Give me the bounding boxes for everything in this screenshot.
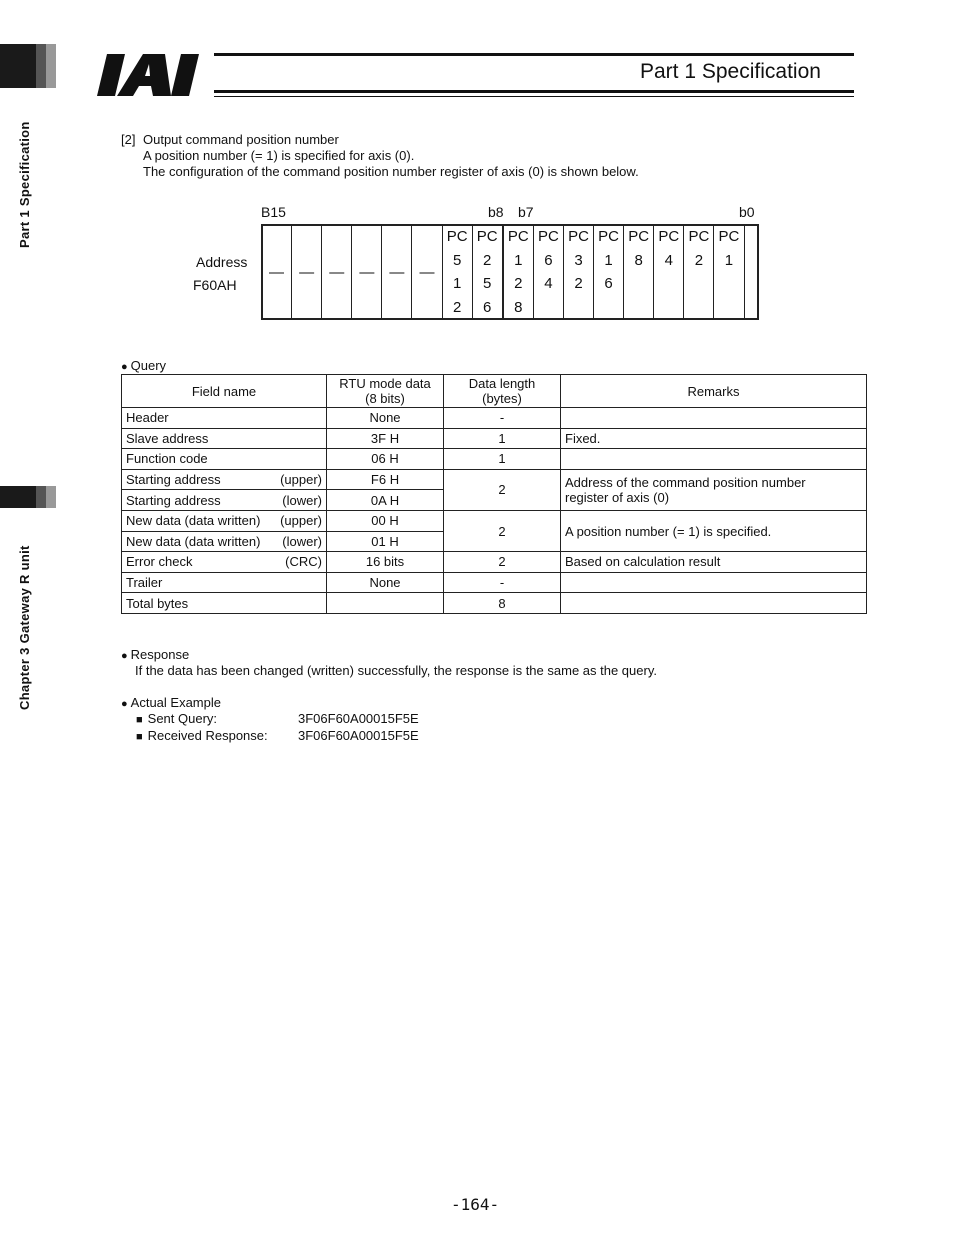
cell-length: - bbox=[444, 408, 561, 429]
table-row bbox=[122, 552, 867, 573]
bit-label-b7: b7 bbox=[518, 204, 534, 220]
bullet-icon: ● bbox=[121, 361, 128, 373]
bullet-icon: ● bbox=[121, 698, 128, 710]
cell-field: Header bbox=[122, 408, 327, 429]
register-bit-14: — bbox=[292, 225, 322, 320]
cell-rtu: None bbox=[327, 408, 444, 429]
query-table bbox=[121, 374, 867, 614]
cell-rtu: None bbox=[327, 572, 444, 593]
section-heading: Output command position number bbox=[143, 132, 339, 147]
cell-field: Trailer bbox=[122, 572, 327, 593]
cell-field: Starting address (upper) bbox=[122, 469, 327, 490]
register-bit-0: PC 1 bbox=[714, 225, 744, 320]
register-bit-8: PC 2 5 6 bbox=[472, 225, 503, 320]
table-row bbox=[122, 593, 867, 614]
col-header-length: Data length (bytes) bbox=[444, 375, 561, 408]
bit-label-b8: b8 bbox=[488, 204, 504, 220]
section-heading-number: [2] bbox=[121, 132, 136, 147]
cell-remarks: A position number (= 1) is specified. bbox=[561, 510, 867, 551]
cell-rtu bbox=[327, 593, 444, 614]
side-tab-chapter-shade bbox=[36, 486, 46, 508]
section-line-1: A position number (= 1) is specified for axis (0). bbox=[143, 148, 415, 163]
page-title: Part 1 Specification bbox=[640, 60, 821, 83]
side-tab-chapter-marker bbox=[0, 486, 36, 508]
cell-rtu: 0A H bbox=[327, 490, 444, 511]
register-bit-15: — bbox=[262, 225, 292, 320]
cell-length: 2 bbox=[444, 469, 561, 510]
cell-field: Slave address bbox=[122, 428, 327, 449]
square-bullet-icon: ■ bbox=[136, 731, 143, 743]
register-diagram bbox=[261, 224, 745, 320]
sent-query-value: 3F06F60A00015F5E bbox=[298, 711, 419, 726]
header-rule-top bbox=[214, 53, 854, 56]
received-response-value: 3F06F60A00015F5E bbox=[298, 728, 419, 743]
cell-rtu: F6 H bbox=[327, 469, 444, 490]
cell-remarks bbox=[561, 572, 867, 593]
cell-field: Function code bbox=[122, 449, 327, 470]
register-bit-1: PC 2 bbox=[684, 225, 714, 320]
table-row bbox=[122, 469, 867, 490]
cell-field: Starting address (lower) bbox=[122, 490, 327, 511]
example-label: ● Actual Example bbox=[121, 695, 221, 710]
header-rule-thin bbox=[214, 96, 854, 97]
register-bit-10: — bbox=[412, 225, 442, 320]
side-tab-part-shade-light bbox=[46, 44, 56, 88]
response-label: ● Response bbox=[121, 647, 190, 662]
address-value: F60AH bbox=[193, 277, 237, 293]
cell-rtu: 3F H bbox=[327, 428, 444, 449]
col-header-rtu: RTU mode data (8 bits) bbox=[327, 375, 444, 408]
register-bit-4: PC 1 6 bbox=[594, 225, 624, 320]
col-header-remarks: Remarks bbox=[561, 375, 867, 408]
cell-remarks: Address of the command position number register of axis (0) bbox=[561, 469, 867, 510]
address-label: Address bbox=[196, 254, 248, 270]
register-bit-7: PC 1 2 8 bbox=[503, 225, 534, 320]
register-bit-2: PC 4 bbox=[654, 225, 684, 320]
cell-field: New data (data written) (lower) bbox=[122, 531, 327, 552]
cell-rtu: 01 H bbox=[327, 531, 444, 552]
side-tab-part-marker bbox=[0, 44, 36, 88]
register-bit-3: PC 8 bbox=[624, 225, 654, 320]
bullet-icon: ● bbox=[121, 650, 128, 662]
cell-remarks: Fixed. bbox=[561, 428, 867, 449]
cell-rtu: 00 H bbox=[327, 510, 444, 531]
cell-length: 1 bbox=[444, 449, 561, 470]
table-row bbox=[122, 572, 867, 593]
cell-remarks bbox=[561, 593, 867, 614]
side-tab-part-label: Part 1 Specification bbox=[17, 121, 32, 248]
response-text: If the data has been changed (written) successfully, the response is the same as the query. bbox=[135, 663, 657, 678]
cell-rtu: 16 bits bbox=[327, 552, 444, 573]
cell-field: New data (data written) (upper) bbox=[122, 510, 327, 531]
cell-rtu: 06 H bbox=[327, 449, 444, 470]
table-row bbox=[122, 408, 867, 429]
cell-length: 8 bbox=[444, 593, 561, 614]
register-bit-11: — bbox=[382, 225, 412, 320]
register-bit-13: — bbox=[322, 225, 352, 320]
query-label: ● Query bbox=[121, 358, 167, 373]
header-rule-bottom bbox=[214, 90, 854, 93]
cell-length: 2 bbox=[444, 510, 561, 551]
register-bit-5: PC 3 2 bbox=[563, 225, 593, 320]
bit-label-b15: B15 bbox=[261, 204, 286, 220]
received-response-label: ■ Received Response: bbox=[136, 728, 268, 743]
cell-field: Error check (CRC) bbox=[122, 552, 327, 573]
col-header-field: Field name bbox=[122, 375, 327, 408]
side-tab-chapter-label: Chapter 3 Gateway R unit bbox=[17, 545, 32, 710]
cell-remarks: Based on calculation result bbox=[561, 552, 867, 573]
section-line-2: The configuration of the command position number register of axis (0) is shown below. bbox=[143, 164, 639, 179]
cell-length: - bbox=[444, 572, 561, 593]
iai-logo bbox=[95, 52, 213, 98]
table-row bbox=[122, 510, 867, 531]
cell-length: 1 bbox=[444, 428, 561, 449]
cell-remarks bbox=[561, 449, 867, 470]
page-number: -164- bbox=[451, 1195, 500, 1214]
cell-field: Total bytes bbox=[122, 593, 327, 614]
cell-remarks bbox=[561, 408, 867, 429]
table-row bbox=[122, 449, 867, 470]
table-row bbox=[122, 428, 867, 449]
register-bit-9: PC 5 1 2 bbox=[442, 225, 472, 320]
square-bullet-icon: ■ bbox=[136, 714, 143, 726]
register-bit-6: PC 6 4 bbox=[533, 225, 563, 320]
table-header-row bbox=[122, 375, 867, 408]
bit-label-b0: b0 bbox=[739, 204, 755, 220]
side-tab-chapter-shade-light bbox=[46, 486, 56, 508]
register-bit-12: — bbox=[352, 225, 382, 320]
sent-query-label: ■ Sent Query: bbox=[136, 711, 218, 726]
cell-length: 2 bbox=[444, 552, 561, 573]
side-tab-part-shade bbox=[36, 44, 46, 88]
